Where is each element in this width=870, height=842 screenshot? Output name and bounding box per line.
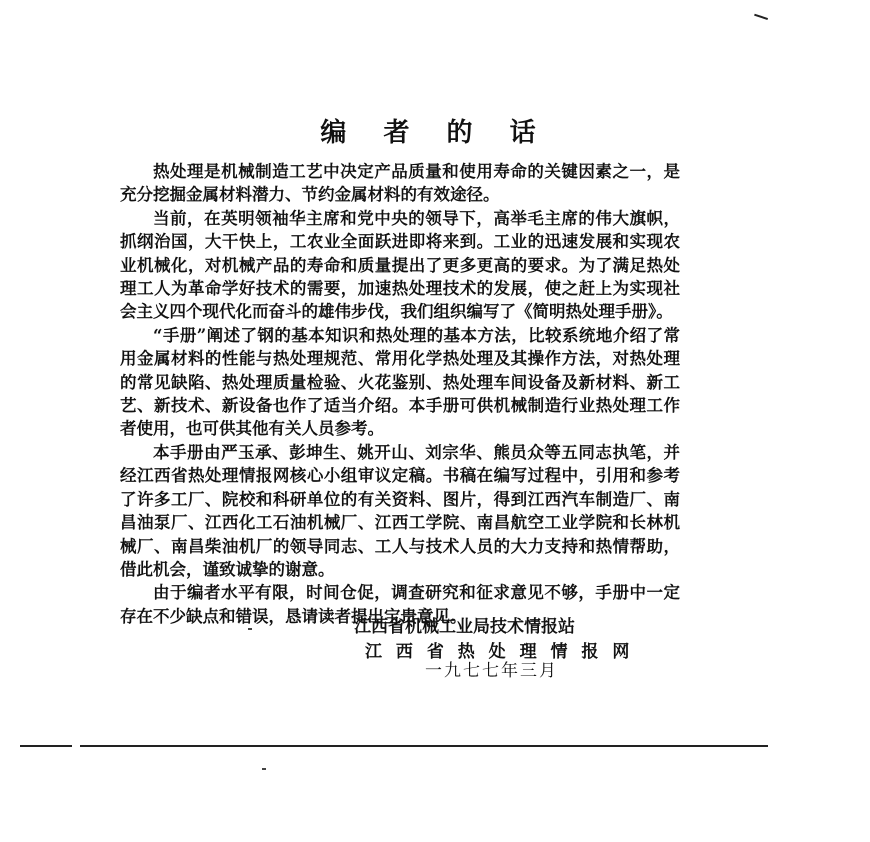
signature-date: 一九七七年三月 — [425, 661, 558, 681]
page-title: 编 者 的 话 — [320, 118, 550, 148]
signature-org-1: 江西省机械工业局技术情报站 — [354, 617, 575, 637]
paragraph-1: 热处理是机械制造工艺中决定产品质量和使用寿命的关键因素之一，是充分挖掘金属材料潜力、节约金属材料的有效途径。 — [120, 162, 680, 205]
scan-speck — [248, 628, 252, 630]
scan-speck — [262, 768, 266, 770]
paragraph-4: 本手册由严玉承、彭坤生、姚开山、刘宗华、熊员众等五同志执笔，并经江西省热处理情报网核心小组审议定稿。书稿在编写过程中，引用和参考了许多工厂、院校和科研单位的有关资料、图片，得到江西汽车制造厂、南昌油泵厂、江西化工石油机械厂、江西工学院、南昌航空工业学院和长林机械厂、南昌柴油机厂的领导同志、工人与技术人员的大力支持和热情帮助，借此机会，谨致诚挚的谢意。 — [120, 442, 680, 579]
paragraph-3: “手册”阐述了钢的基本知识和热处理的基本方法，比较系统地介绍了常用金属材料的性能与热处理规范、常用化学热处理及其操作方法，对热处理的常见缺陷、热处理质量检验、火花鉴别、热处理车间设备及新材料、新工艺、新技术、新设备也作了适当介绍。本手册可供机械制造行业热处理工作者使用，也可供其他有关人员参考。 — [120, 325, 680, 439]
paragraph-5: 由于编者水平有限，时间仓促，调查研究和征求意见不够，手册中一定存在不少缺点和错误，恳请读者提出宝贵意见。 — [120, 583, 680, 626]
bottom-rule — [80, 745, 768, 747]
bottom-rule-left — [20, 745, 72, 747]
paragraph-2: 当前，在英明领袖华主席和党中央的领导下，高举毛主席的伟大旗帜，抓纲治国，大干快上，工农业全面跃进即将来到。工业的迅速发展和实现农业机械化，对机械产品的寿命和质量提出了更多更高的要求。为了满足热处理工人为革命学好技术的需要，加速热处理技术的发展，使之赶上为实现社会主义四个现代化而奋斗的雄伟步伐，我们组织编写了《简明热处理手册》。 — [120, 208, 680, 322]
preface-body — [120, 160, 680, 628]
scan-mark — [754, 8, 770, 20]
signature-org-2: 江 西 省 热 处 理 情 报 网 — [365, 642, 634, 662]
